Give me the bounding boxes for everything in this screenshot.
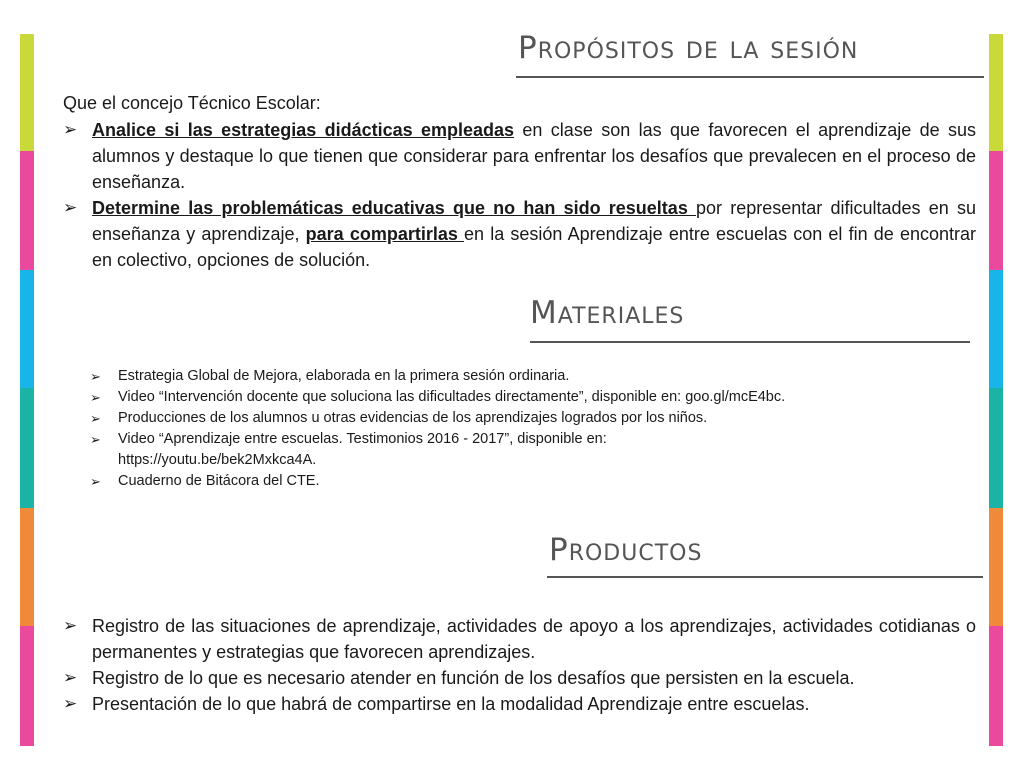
purposes-list bbox=[63, 117, 976, 273]
left-bar-segment bbox=[20, 270, 34, 388]
purposes-heading-rule bbox=[516, 76, 984, 78]
material-text: Producciones de los alumnos u otras evidencias de los aprendizajes logrados por los niños. bbox=[118, 410, 708, 426]
products-heading-rule bbox=[547, 576, 983, 578]
materials-heading-rule bbox=[530, 341, 970, 343]
arrow-bullet-icon: ➢ bbox=[63, 616, 78, 635]
material-text: Video “Intervención docente que soluciona las dificultades directamente”, disponible en: goo.gl/mcE4bc. bbox=[118, 389, 786, 405]
arrow-bullet-icon: ➢ bbox=[90, 432, 101, 447]
purpose-2-text-end: en la sesión Aprendizaje entre escuelas con el fin de encontrar en colectivo, opciones de solución. bbox=[92, 224, 976, 270]
list-item bbox=[90, 387, 950, 408]
right-bar-segment bbox=[989, 270, 1003, 388]
product-text: Registro de lo que es necesario atender en función de los desafíos que persisten en la escuela. bbox=[92, 668, 855, 688]
list-item bbox=[90, 429, 950, 471]
material-text: Cuaderno de Bitácora del CTE. bbox=[118, 473, 320, 489]
product-text: Registro de las situaciones de aprendizaje, actividades de apoyo a los aprendizajes, actividades cotidianas o permanentes y estrategias que favorecen aprendizajes. bbox=[92, 616, 976, 662]
right-bar-segment bbox=[989, 626, 1003, 746]
product-text: Presentación de lo que habrá de compartirse en la modalidad Aprendizaje entre escuelas. bbox=[92, 694, 810, 714]
right-color-bar bbox=[989, 34, 1003, 746]
left-bar-segment bbox=[20, 626, 34, 746]
right-bar-segment bbox=[989, 508, 1003, 626]
arrow-bullet-icon: ➢ bbox=[63, 120, 78, 139]
right-bar-segment bbox=[989, 151, 1003, 270]
arrow-bullet-icon: ➢ bbox=[63, 668, 78, 687]
list-item bbox=[63, 117, 976, 195]
left-bar-segment bbox=[20, 34, 34, 151]
arrow-bullet-icon: ➢ bbox=[90, 474, 101, 489]
material-text: Estrategia Global de Mejora, elaborada en la primera sesión ordinaria. bbox=[118, 368, 570, 384]
arrow-bullet-icon: ➢ bbox=[63, 694, 78, 713]
list-item bbox=[90, 471, 950, 492]
purpose-2-emphasis: Determine las problemáticas educativas que no han sido resueltas bbox=[92, 198, 697, 218]
purposes-heading: Propósitos de la sesión bbox=[518, 30, 859, 66]
list-item bbox=[63, 613, 976, 665]
right-bar-segment bbox=[989, 34, 1003, 151]
left-bar-segment bbox=[20, 151, 34, 270]
products-heading: Productos bbox=[549, 532, 703, 568]
list-item bbox=[90, 366, 950, 387]
list-item bbox=[63, 665, 976, 691]
materials-heading: Materiales bbox=[530, 295, 685, 331]
left-bar-segment bbox=[20, 388, 34, 508]
left-bar-segment bbox=[20, 508, 34, 626]
right-bar-segment bbox=[989, 388, 1003, 508]
list-item bbox=[63, 195, 976, 273]
purpose-2-text: por representar dificultades en su enseñanza y aprendizaje, bbox=[92, 198, 976, 244]
purpose-1-emphasis: Analice si las estrategias didácticas empleadas bbox=[92, 120, 515, 140]
purpose-2-emphasis-2: para compartirlas bbox=[305, 224, 465, 244]
purpose-1-text: en clase son las que favorecen el aprendizaje de sus alumnos y destaque lo que tienen que considerar para enfrentar los desafíos que prevalecen en el proceso de enseñanza. bbox=[92, 120, 976, 192]
arrow-bullet-icon: ➢ bbox=[63, 198, 78, 217]
purposes-intro: Que el concejo Técnico Escolar: bbox=[63, 93, 321, 113]
arrow-bullet-icon: ➢ bbox=[90, 369, 101, 384]
list-item bbox=[90, 408, 950, 429]
products-list bbox=[63, 613, 976, 717]
list-item bbox=[63, 691, 976, 717]
material-text: Video “Aprendizaje entre escuelas. Testimonios 2016 - 2017”, disponible en: https://youtu.be/bek2Mxkca4A. bbox=[118, 431, 607, 468]
left-color-bar bbox=[20, 34, 34, 746]
arrow-bullet-icon: ➢ bbox=[90, 390, 101, 405]
arrow-bullet-icon: ➢ bbox=[90, 411, 101, 426]
materials-list bbox=[90, 366, 950, 492]
